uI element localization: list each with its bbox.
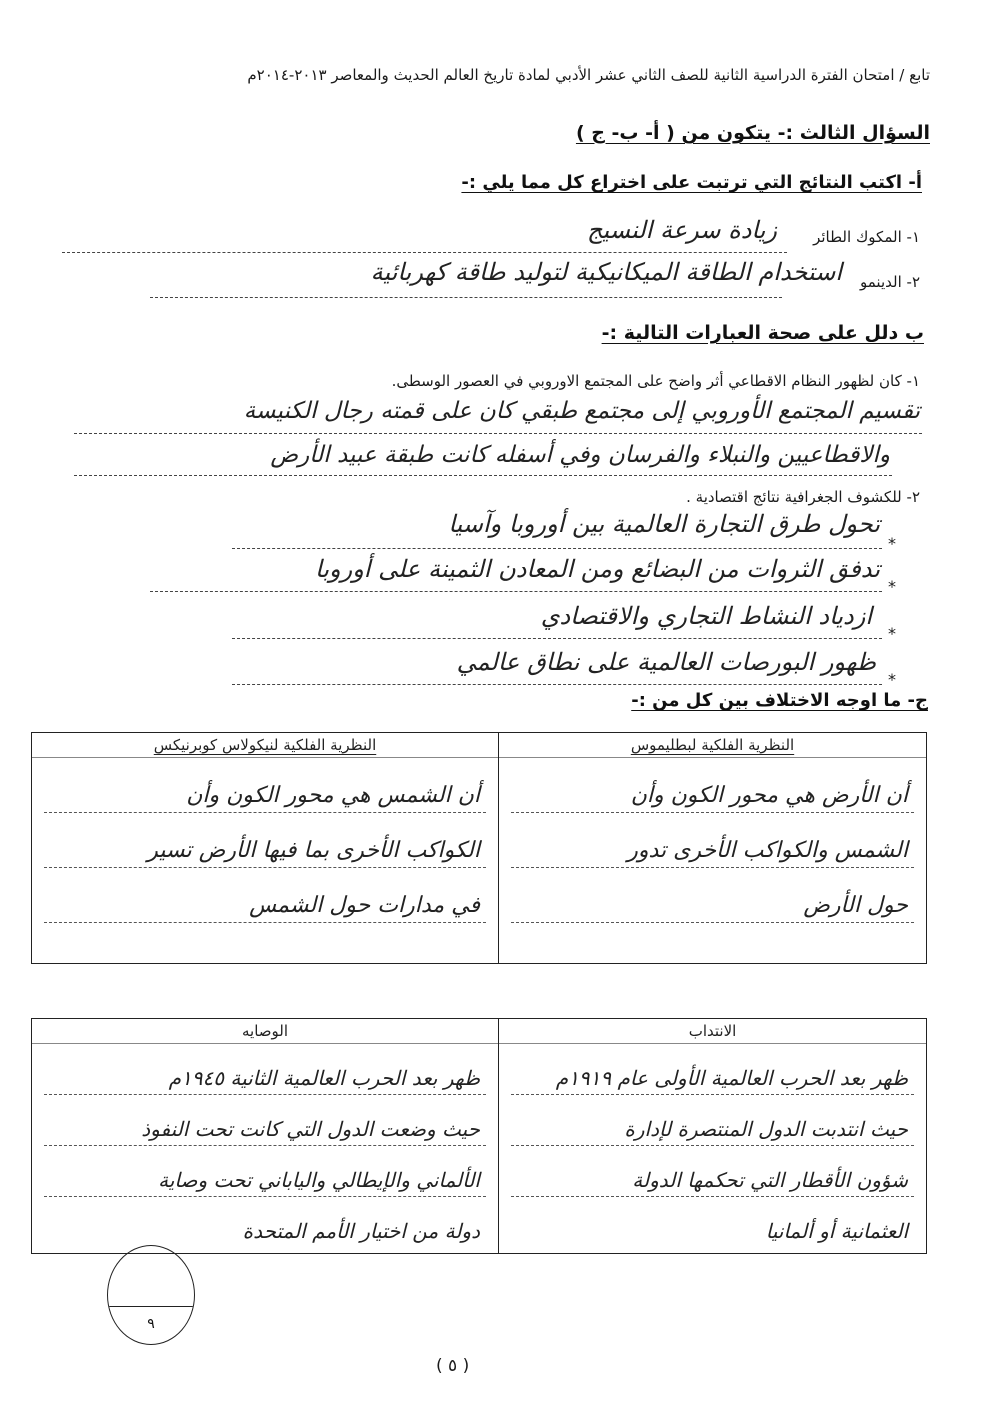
handwritten-answer: ازدياد النشاط التجاري والاقتصادي bbox=[540, 602, 872, 630]
handwritten-answer: العثمانية أو ألمانيا bbox=[765, 1219, 908, 1243]
answer-line bbox=[44, 813, 486, 868]
part-b-statement: ١- كان لظهور النظام الاقطاعي أثر واضح على المجتمع الاوروبي في العصور الوسطى. bbox=[391, 372, 920, 390]
answer-line bbox=[511, 758, 914, 813]
handwritten-answer: ظهور البورصات العالمية على نطاق عالمي bbox=[456, 648, 876, 676]
table-cell-trusteeship bbox=[32, 1019, 499, 1254]
handwritten-answer: حول الأرض bbox=[803, 893, 908, 918]
handwritten-answer: استخدام الطاقة الميكانيكية لتوليد طاقة كهربائية bbox=[370, 258, 842, 286]
part-c-heading: ج- ما اوجه الاختلاف بين كل من :- bbox=[631, 690, 928, 711]
answer-line bbox=[44, 1044, 486, 1095]
bullet-marker: * bbox=[888, 534, 896, 553]
table-cell-copernicus bbox=[32, 733, 499, 964]
handwritten-answer: الألماني والإيطالي والياباني تحت وصاية bbox=[158, 1168, 480, 1192]
handwritten-answer: حيث وضعت الدول التي كانت تحت النفوذ bbox=[141, 1117, 480, 1141]
column-header: النظرية الفلكية لبطليموس bbox=[499, 733, 926, 758]
handwritten-answer: أن الشمس هي محور الكون وأن bbox=[186, 783, 480, 808]
answer-line bbox=[44, 1197, 486, 1247]
handwritten-answer: تحول طرق التجارة العالمية بين أوروبا وآسيا bbox=[448, 510, 880, 538]
question-title: السؤال الثالث :- يتكون من ( أ- ب- ج ) bbox=[575, 122, 930, 144]
handwritten-answer: دولة من اختيار الأمم المتحدة bbox=[242, 1219, 480, 1243]
answer-line bbox=[511, 868, 914, 923]
part-a-heading: أ- اكتب النتائج التي ترتبت على اختراع كل مما يلي :- bbox=[461, 172, 922, 193]
handwritten-answer: الكواكب الأخرى بما فيها الأرض تسير bbox=[147, 838, 480, 863]
column-header: الوصايه bbox=[32, 1019, 498, 1044]
answer-line bbox=[44, 868, 486, 923]
handwritten-answer: شؤون الأقطار التي تحكمها الدولة bbox=[632, 1168, 908, 1192]
handwritten-answer: حيث انتدبت الدول المنتصرة لإدارة bbox=[624, 1117, 908, 1141]
grade-divider bbox=[108, 1306, 194, 1307]
handwritten-answer: أن الأرض هي محور الكون وأن bbox=[630, 783, 908, 808]
answer-line bbox=[44, 1146, 486, 1197]
answer-line bbox=[511, 1095, 914, 1146]
bullet-marker: * bbox=[888, 624, 896, 643]
answer-line bbox=[232, 638, 882, 639]
part-a-item-label: ٢- الدينمو bbox=[860, 273, 920, 291]
column-header: الانتداب bbox=[499, 1019, 926, 1044]
answer-line bbox=[150, 591, 882, 592]
answer-line bbox=[150, 297, 782, 298]
table-cell-ptolemy bbox=[499, 733, 927, 964]
answer-line bbox=[44, 758, 486, 813]
answer-line bbox=[511, 813, 914, 868]
bullet-marker: * bbox=[888, 670, 896, 689]
handwritten-answer: ظهر بعد الحرب العالمية الثانية ١٩٤٥م bbox=[168, 1066, 480, 1090]
grade-score: ٩ bbox=[147, 1316, 155, 1332]
answer-line bbox=[44, 1095, 486, 1146]
handwritten-answer: ظهر بعد الحرب العالمية الأولى عام ١٩١٩م bbox=[555, 1066, 908, 1090]
bullet-marker: * bbox=[888, 577, 896, 596]
handwritten-answer: والاقطاعيين والنبلاء والفرسان وفي أسفله كانت طبقة عبيد الأرض bbox=[270, 442, 890, 468]
part-b-statement: ٢- للكشوف الجغرافية نتائج اقتصادية . bbox=[686, 488, 920, 506]
page-number: ( ٥ ) bbox=[436, 1356, 470, 1376]
handwritten-answer: زيادة سرعة النسيج bbox=[586, 216, 777, 244]
answer-line bbox=[62, 252, 787, 253]
handwritten-answer: الشمس والكواكب الأخرى تدور bbox=[627, 838, 908, 863]
answer-line bbox=[232, 548, 882, 549]
answer-line bbox=[232, 684, 882, 685]
exam-header: تابع / امتحان الفترة الدراسية الثانية للصف الثاني عشر الأدبي لمادة تاريخ العالم الحديث والمعاصر ٢٠١٣-٢٠١٤م bbox=[247, 66, 930, 84]
grade-circle bbox=[107, 1245, 195, 1345]
handwritten-answer: تقسيم المجتمع الأوروبي إلى مجتمع طبقي كان على قمته رجال الكنيسة bbox=[243, 398, 920, 424]
table-cell-mandate bbox=[499, 1019, 927, 1254]
handwritten-answer: في مدارات حول الشمس bbox=[249, 893, 480, 918]
handwritten-answer: تدفق الثروات من البضائع ومن المعادن الثمينة على أوروبا bbox=[315, 555, 880, 583]
answer-line bbox=[511, 1044, 914, 1095]
part-a-item-label: ١- المكوك الطائر bbox=[813, 228, 920, 246]
comparison-table-astronomy bbox=[31, 732, 927, 964]
answer-line bbox=[511, 1146, 914, 1197]
answer-line bbox=[74, 475, 892, 476]
column-header: النظرية الفلكية لنيكولاس كوبرنيكس bbox=[32, 733, 498, 758]
answer-line bbox=[511, 1197, 914, 1247]
comparison-table-mandate bbox=[31, 1018, 927, 1254]
part-b-heading: ب دلل على صحة العبارات التالية :- bbox=[601, 322, 924, 344]
answer-line bbox=[74, 433, 922, 434]
